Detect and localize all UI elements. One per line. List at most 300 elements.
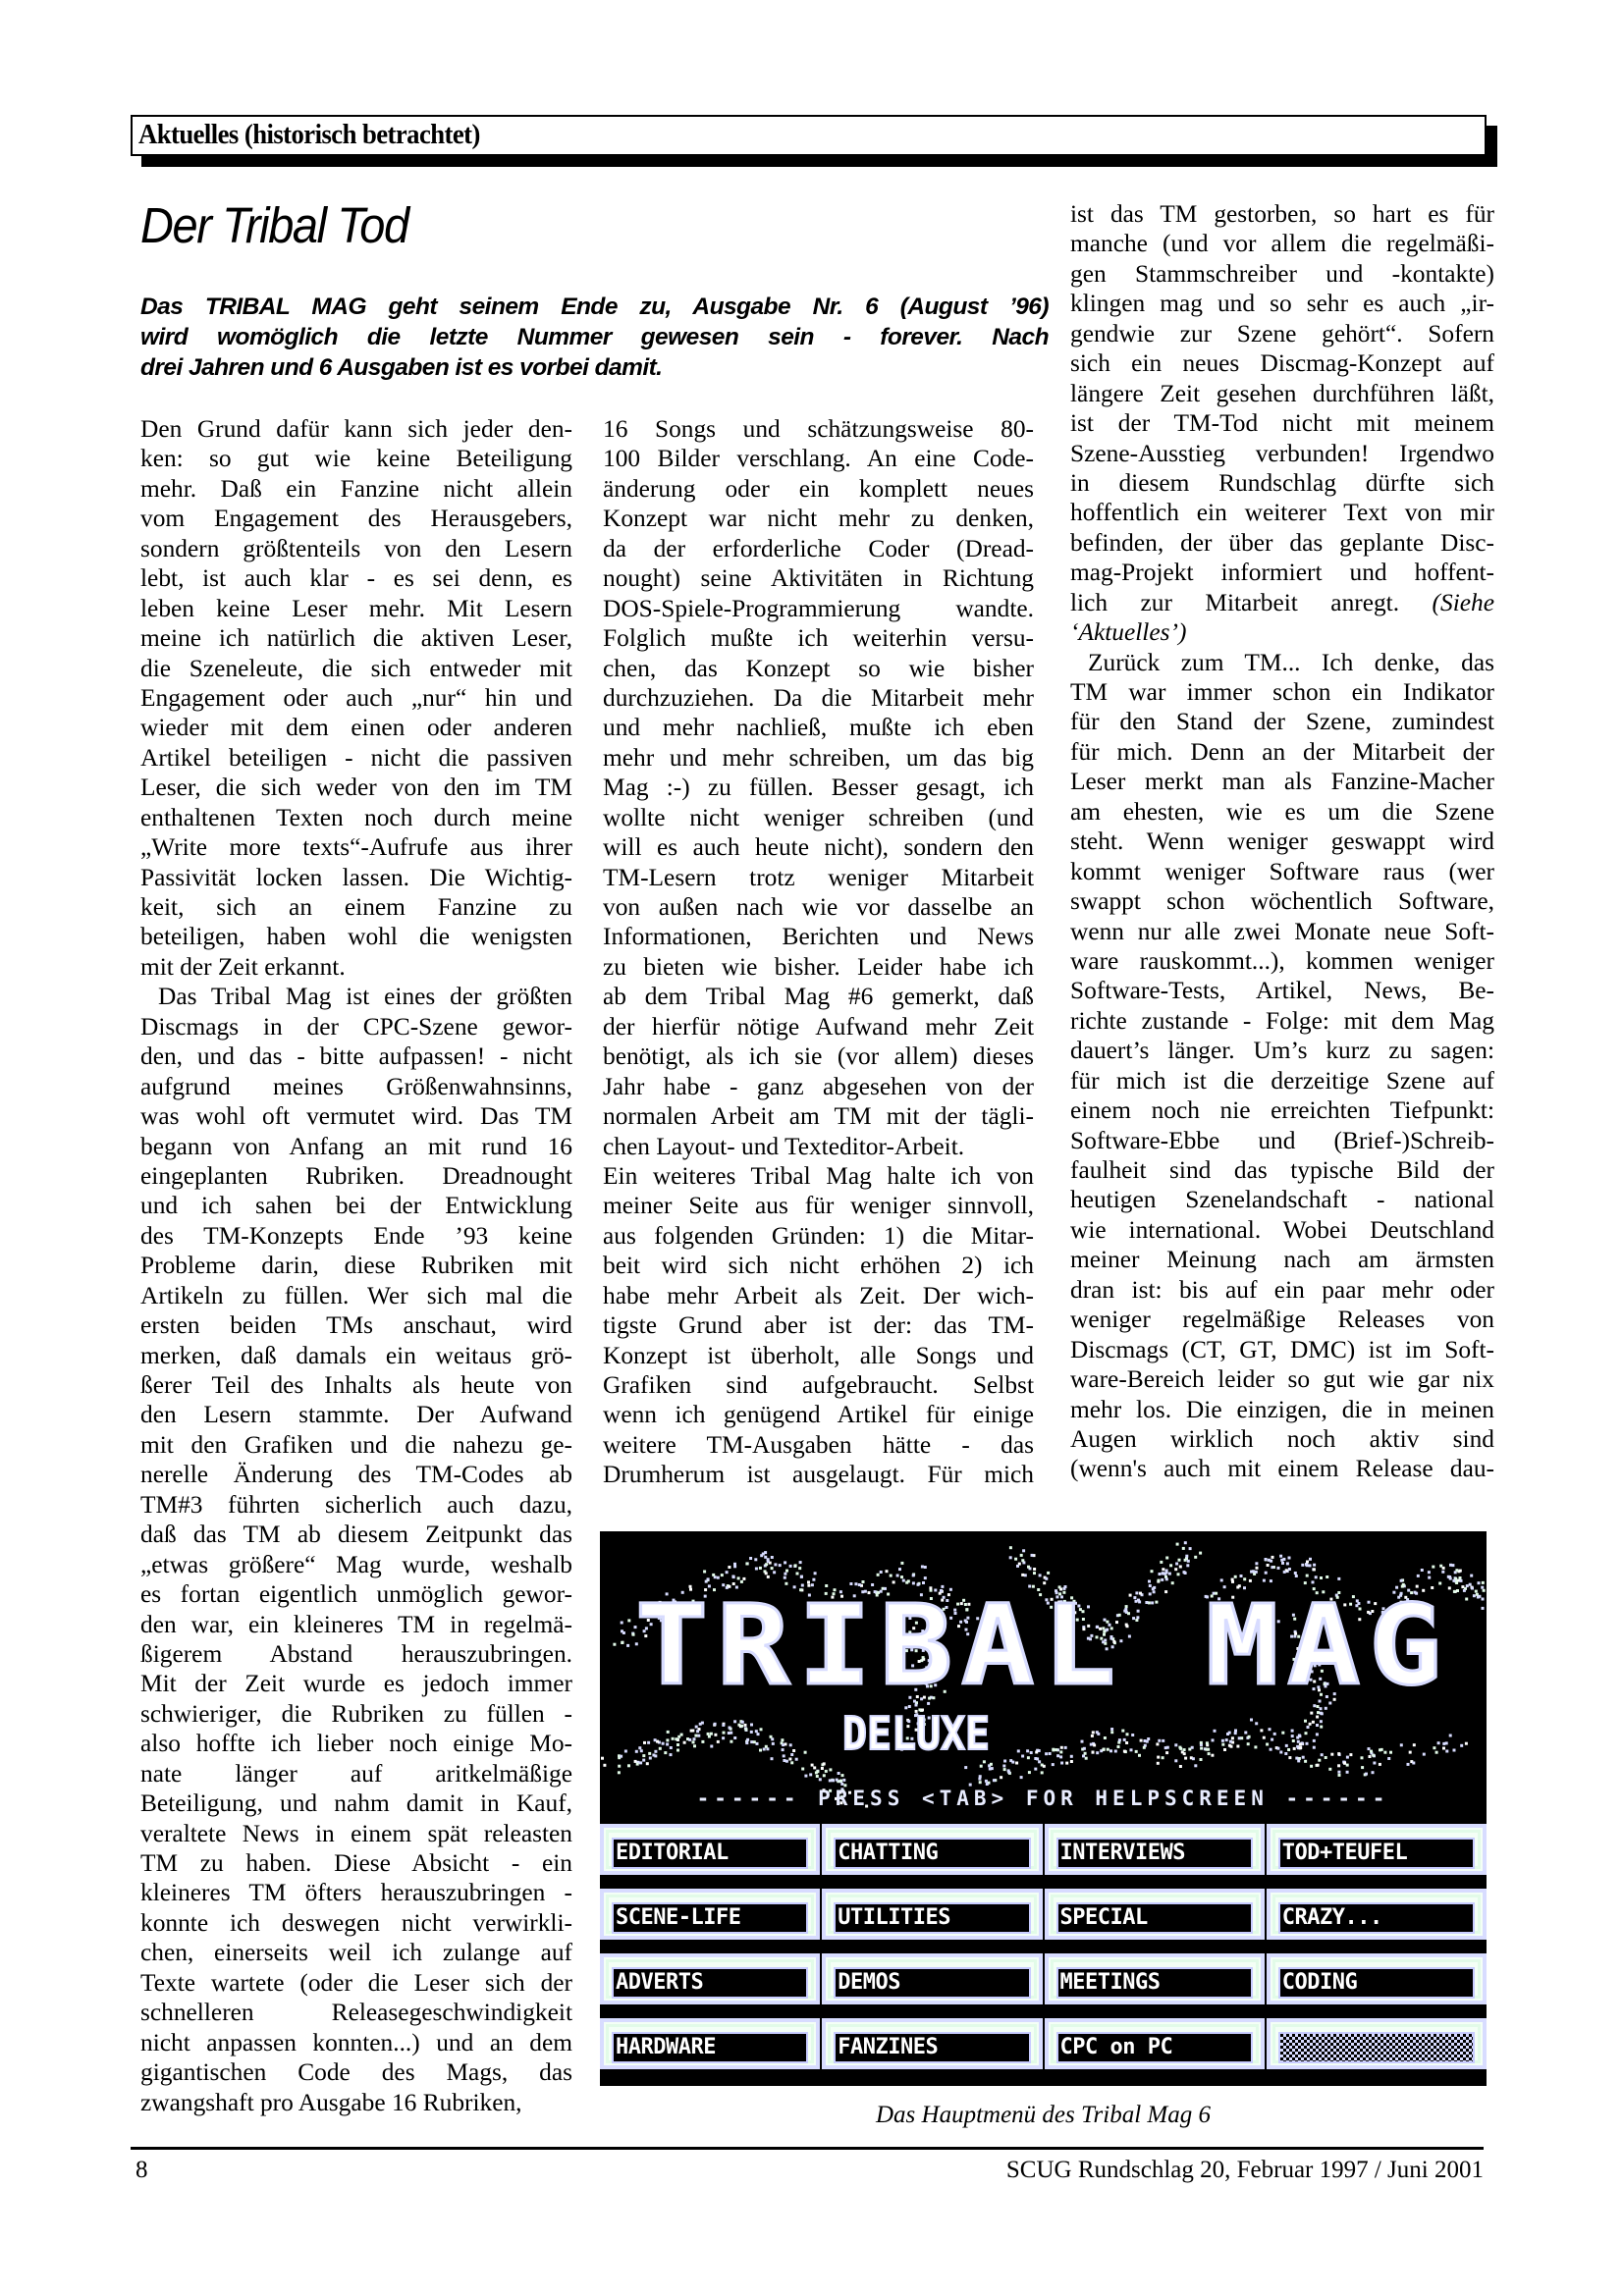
spark-pixel [1413,1743,1416,1746]
spark-pixel [638,1746,641,1749]
spark-pixel [980,1765,983,1768]
spark-pixel [1070,1760,1073,1763]
text-line: vom Engagement des Herausgebers, [140,505,572,533]
text-line: swappt schon wöchentlich Software, [1070,887,1494,916]
spark-pixel [740,1725,743,1728]
spark-pixel [754,1558,757,1561]
spark-pixel [733,1720,736,1723]
spark-pixel [1315,1575,1318,1578]
spark-pixel [1060,1762,1063,1765]
spark-pixel [1192,1757,1195,1760]
spark-pixel [1244,1732,1247,1735]
spark-pixel [1423,1753,1426,1756]
menu-item-label: INTERVIEWS [1056,1838,1253,1869]
spark-pixel [1304,1720,1307,1723]
text-line: ßigerem Abstand herauszubringen. [140,1639,572,1668]
spark-pixel [1482,1598,1485,1601]
spark-pixel [1021,1755,1024,1758]
text-line: die Szeneleute, die sich entweder mit [140,654,572,682]
text-line: für den Stand der Szene, zumindest [1070,708,1494,736]
spark-pixel [1271,1566,1273,1569]
lead-line: wird womöglich die letzte Nummer gewesen sein - forever. Nach [140,324,1049,350]
spark-pixel [1021,1559,1024,1562]
spark-pixel [1295,1757,1298,1760]
spark-pixel [1271,1556,1274,1559]
spark-pixel [1183,1752,1186,1755]
text-line: mehr los. Die einzigen, die in meinen [1070,1395,1494,1423]
logo-text: TRIBAL MAG [635,1582,1450,1710]
spark-pixel [1041,1771,1044,1774]
spark-pixel [812,1578,815,1581]
spark-pixel [1279,1751,1282,1754]
spark-pixel [1228,1732,1231,1735]
spark-pixel [1117,1745,1120,1748]
menu-item-meetings [1045,1953,1265,2004]
text-line: konnte ich deswegen nicht verwirkli- [140,1908,572,1937]
spark-pixel [819,1778,822,1781]
text-line: aus folgenden Gründen: 1) die Mitar- [603,1221,1034,1250]
main-menu-grid [600,1816,1487,2081]
menu-item-coding [1267,1953,1487,2004]
spark-pixel [990,1763,993,1766]
spark-pixel [1183,1571,1186,1574]
spark-pixel [1346,1771,1349,1774]
text-line: Artikel beteiligen - nicht die passiven [140,743,572,772]
spark-pixel [1268,1559,1271,1562]
spark-pixel [1288,1568,1291,1571]
spark-pixel [1168,1573,1171,1575]
spark-pixel [1270,1748,1272,1751]
text-line: ware-Bereich leider so gut wie gar nix [1070,1365,1494,1394]
spark-pixel [1016,1565,1019,1568]
spark-pixel [639,1761,642,1764]
spark-pixel [675,1737,677,1740]
spark-pixel [1189,1547,1192,1550]
spark-pixel [744,1724,747,1727]
spark-pixel [1045,1752,1048,1755]
spark-pixel [1178,1559,1181,1562]
spark-pixel [659,1747,662,1750]
spark-pixel [765,1563,768,1566]
spark-pixel [921,1566,924,1569]
spark-pixel [1442,1747,1445,1750]
spark-pixel [1306,1561,1309,1564]
text-line: Passivität locken lassen. Die Wichtig- [140,863,572,891]
spark-pixel [1183,1748,1186,1751]
spark-pixel [1240,1575,1243,1577]
spark-pixel [762,1553,765,1556]
spark-pixel [782,1743,784,1746]
spark-pixel [886,1570,889,1573]
spark-pixel [1157,1762,1160,1765]
text-line: dauert’s länger. Um’s kurz zu sagen: [1070,1037,1494,1065]
spark-pixel [1184,1541,1187,1544]
text-line: beteiligen, haben wohl die wenigsten [140,923,572,951]
spark-pixel [1255,1722,1258,1725]
menu-item-label: MEETINGS [1056,1967,1253,1999]
lead-line: Das TRIBAL MAG geht seinem Ende zu, Ausgabe Nr. 6 (August ’96) [140,294,1049,320]
spark-pixel [1442,1742,1445,1745]
spark-pixel [1325,1575,1328,1578]
spark-pixel [842,1779,845,1782]
press-tab-prompt: ------ PRESS <TAB> FOR HELPSCREEN ------ [696,1787,1390,1810]
spark-pixel [784,1573,786,1575]
spark-pixel [676,1749,679,1752]
spark-pixel [1297,1759,1300,1762]
spark-pixel [765,1572,768,1575]
spark-pixel [1024,1574,1027,1576]
spark-pixel [1337,1752,1340,1755]
spark-pixel [1292,1739,1295,1742]
spark-pixel [1064,1746,1067,1749]
spark-pixel [703,1571,706,1574]
spark-pixel [1179,1765,1182,1768]
spark-pixel [635,1750,638,1753]
spark-pixel [825,1770,828,1773]
spark-pixel [1194,1764,1197,1767]
spark-pixel [1461,1585,1464,1588]
spark-pixel [737,1576,740,1579]
spark-pixel [1281,1562,1284,1565]
spark-pixel [1003,1760,1006,1763]
text-line: TM#3 führten sicherlich auch dazu, [140,1490,572,1519]
spark-pixel [1184,1757,1187,1760]
spark-pixel [1221,1743,1224,1746]
spark-pixel [1470,1575,1473,1577]
spark-pixel [1091,1735,1094,1737]
text-line: aufgrund meines Größenwahnsinns, [140,1072,572,1100]
spark-pixel [1299,1746,1302,1749]
spark-pixel [1243,1577,1246,1580]
spark-pixel [1165,1577,1168,1580]
spark-pixel [1059,1755,1062,1758]
checker-pattern [1278,2032,1475,2063]
text-line: chen, das Konzept so wie bisher [603,654,1034,682]
spark-pixel [722,1736,725,1739]
spark-pixel [1135,1750,1138,1753]
spark-pixel [811,1764,814,1767]
spark-pixel [742,1577,745,1580]
spark-pixel [1269,1728,1271,1731]
spark-pixel [1033,1568,1036,1571]
text-line: wenn ich genügend Artikel für einige [603,1401,1034,1429]
menu-item-cpc-on-pc [1045,2018,1265,2069]
spark-pixel [924,1576,927,1579]
spark-pixel [1009,1546,1012,1549]
spark-pixel [1194,1556,1197,1559]
spark-pixel [1231,1736,1234,1739]
text-line: nought) seine Aktivitäten in Richtung [603,564,1034,593]
text-line: Jahr habe - ganz abgesehen von der [603,1072,1034,1100]
spark-pixel [1266,1743,1269,1746]
menu-item-utilities [822,1889,1042,1940]
menu-item-chatting [822,1824,1042,1875]
spark-pixel [1140,1739,1143,1742]
spark-pixel [841,1774,844,1777]
spark-pixel [898,1568,901,1571]
spark-pixel [774,1563,777,1566]
text-line: mehr. Daß ein Fanzine nicht allein [140,474,572,503]
spark-pixel [1014,1558,1017,1561]
spark-pixel [804,1775,807,1778]
menu-item-label: FANZINES [834,2032,1030,2063]
spark-pixel [726,1571,729,1574]
menu-item-label: CRAZY... [1278,1902,1475,1934]
text-line: TM war immer schon ein Indikator [1070,678,1494,706]
spark-pixel [1138,1754,1141,1757]
page-number: 8 [135,2157,148,2183]
text-line: und ich sahen bei der Entwicklung [140,1192,572,1220]
spark-pixel [759,1749,762,1752]
spark-pixel [1294,1572,1297,1575]
spark-pixel [1309,1564,1312,1567]
spark-pixel [1337,1764,1340,1767]
spark-pixel [792,1749,795,1752]
spark-pixel [1085,1757,1088,1760]
spark-pixel [1460,1579,1463,1582]
text-line: sondern größtenteils von den Lesern [140,534,572,562]
spark-pixel [1200,1747,1203,1750]
spark-pixel [640,1749,643,1752]
spark-pixel [829,1779,832,1782]
spark-pixel [1114,1750,1117,1753]
spark-pixel [1373,1762,1376,1765]
spark-pixel [1228,1744,1231,1747]
spark-pixel [1107,1748,1109,1751]
text-line: der hierfür nötige Aufwand mehr Zeit [603,1012,1034,1041]
text-line: eingeplanten Rubriken. Dreadnought [140,1161,572,1190]
text-line: nerelle Änderung des TM-Codes ab [140,1461,572,1489]
spark-pixel [760,1728,763,1731]
spark-pixel [1231,1578,1234,1581]
text-line: Artikeln zu füllen. Wer sich mal die [140,1281,572,1309]
spark-pixel [634,1760,637,1763]
spark-pixel [1255,1562,1258,1565]
text-line: kommt weniger Software raus (wer [1070,857,1494,885]
spark-pixel [1466,1584,1469,1587]
spark-pixel [1028,1771,1031,1774]
spark-pixel [795,1758,798,1761]
spark-pixel [1441,1571,1444,1574]
spark-pixel [1482,1607,1485,1610]
spark-pixel [642,1754,645,1757]
spark-pixel [1200,1758,1203,1761]
spark-pixel [794,1564,797,1567]
spark-pixel [714,1734,717,1736]
spark-pixel [1299,1743,1302,1746]
spark-pixel [1055,1748,1057,1751]
spark-pixel [750,1724,753,1727]
spark-pixel [1346,1756,1349,1759]
publication-info: SCUG Rundschlag 20, Februar 1997 / Juni 2001 [1005,2157,1484,2183]
spark-pixel [1160,1561,1163,1564]
text-line: heutigen Szenelandschaft - national [1070,1186,1494,1214]
spark-pixel [603,1764,606,1767]
menu-item-label: ADVERTS [612,1967,808,1999]
spark-pixel [732,1575,735,1578]
spark-pixel [1465,1598,1468,1601]
text-line: steht. Wenn weniger geswappt wird [1070,828,1494,856]
text-line: ware rauskommt...), kommen weniger [1070,946,1494,975]
tribal-mag-screenshot [600,1531,1487,2086]
lead-line: drei Jahren und 6 Ausgaben ist es vorbei damit. [140,354,663,381]
spark-pixel [1162,1756,1164,1759]
spark-pixel [1169,1564,1172,1567]
spark-pixel [683,1741,686,1744]
menu-item-hardware [600,2018,820,2069]
spark-pixel [771,1757,774,1760]
spark-pixel [924,1566,927,1569]
spark-pixel [670,1753,673,1756]
spark-pixel [1263,1736,1266,1739]
spark-pixel [1313,1746,1316,1749]
text-line: ab dem Tribal Mag #6 gemerkt, daß [603,983,1034,1011]
spark-pixel [1321,1712,1324,1715]
logo-subtext: DELUXE [842,1707,990,1760]
spark-pixel [1229,1740,1232,1743]
text-column-3 [1070,199,1494,1484]
spark-pixel [900,1562,903,1565]
spark-pixel [1035,1751,1038,1754]
spark-pixel [647,1741,650,1744]
text-line: veraltete News in einem spät releasten [140,1819,572,1847]
spark-pixel [1175,1563,1178,1566]
spark-pixel [1214,1730,1217,1733]
spark-pixel [829,1768,832,1771]
spark-pixel [1437,1741,1440,1744]
text-line: zu bieten wie bisher. Leider habe ich [603,952,1034,981]
spark-pixel [728,1566,730,1569]
text-line: ken: so gut wie keine Beteiligung [140,445,572,473]
spark-pixel [1125,1741,1128,1744]
spark-pixel [1199,1552,1202,1555]
spark-pixel [1110,1731,1113,1734]
text-line: ßerer Teil des Inhalts als heute von [140,1371,572,1399]
menu-item-empty [1267,2018,1487,2069]
spark-pixel [1368,1747,1371,1750]
text-line: richte zustande - Folge: mit dem Mag [1070,1006,1494,1035]
spark-pixel [789,1743,792,1746]
spark-pixel [764,1556,767,1559]
spark-pixel [1287,1748,1290,1751]
spark-pixel [771,1567,774,1570]
spark-pixel [1176,1543,1179,1546]
spark-pixel [741,1721,744,1724]
text-line: für mich. Denn an der Mitarbeit der [1070,737,1494,766]
spark-pixel [1265,1572,1268,1575]
spark-pixel [838,1772,840,1775]
spark-pixel [1295,1575,1298,1577]
text-line: längere Zeit gesehen durchführen läßt, [1070,379,1494,407]
spark-pixel [676,1743,679,1746]
spark-pixel [1306,1575,1309,1577]
spark-pixel [646,1762,649,1765]
spark-pixel [814,1572,817,1575]
spark-pixel [1254,1745,1257,1748]
text-line: hoffentlich ein weiterer Text von mir [1070,499,1494,527]
spark-pixel [1313,1564,1316,1567]
spark-pixel [652,1754,655,1757]
spark-pixel [1256,1567,1259,1570]
text-line: meiner Meinung nach am ärmsten [1070,1246,1494,1274]
spark-pixel [1459,1570,1462,1573]
text-line: nicht anpassen konnten...) und an dem [140,2028,572,2056]
spark-pixel [1451,1564,1454,1567]
spark-pixel [1318,1759,1321,1762]
spark-pixel [1460,1744,1463,1747]
spark-pixel [667,1731,670,1734]
cross-reference: (Siehe [1432,588,1494,616]
spark-pixel [1452,1579,1455,1582]
spark-pixel [880,1571,883,1574]
spark-pixel [666,1743,669,1746]
text-line: einem noch nie erreichten Tiefpunkt: [1070,1096,1494,1125]
spark-pixel [1316,1733,1319,1735]
spark-pixel [765,1745,768,1748]
text-line: gigantischen Code des Mags, das [140,2058,572,2087]
spark-pixel [1465,1742,1468,1745]
cross-reference: ‘Aktuelles’) [1070,618,1187,647]
spark-pixel [1165,1557,1168,1560]
spark-pixel [1211,1754,1214,1757]
text-line: Discmags (CT, GT, DMC) ist im Soft- [1070,1335,1494,1363]
text-line: Mag :-) zu füllen. Besser gesagt, ich [603,774,1034,802]
spark-pixel [712,1574,715,1576]
spark-pixel [1034,1768,1037,1771]
text-line: tigste Grund aber ist der: das TM- [603,1311,1034,1340]
spark-pixel [1096,1731,1099,1734]
spark-pixel [1250,1719,1253,1722]
text-line: wie international. Wobei Deutschland [1070,1215,1494,1244]
spark-pixel [989,1768,992,1771]
spark-pixel [1387,1757,1390,1760]
text-line: Drumherum ist ausgelaugt. Für mich [603,1461,1034,1489]
spark-pixel [1007,1771,1010,1774]
spark-pixel [985,1780,988,1783]
spark-pixel [1052,1748,1055,1751]
spark-pixel [1455,1569,1458,1572]
menu-item-scene-life [600,1889,820,1940]
menu-item-fanzines [822,2018,1042,2069]
spark-pixel [1338,1774,1341,1777]
spark-pixel [1000,1776,1002,1779]
spark-pixel [1182,1547,1185,1550]
spark-pixel [1147,1737,1150,1740]
text-line: schwieriger, die Rubriken zu füllen - [140,1699,572,1728]
spark-pixel [799,1561,802,1564]
spark-pixel [697,1735,700,1737]
spark-pixel [1084,1752,1087,1755]
spark-pixel [1288,1756,1291,1759]
spark-pixel [964,1766,967,1769]
spark-pixel [1297,1740,1300,1743]
spark-pixel [781,1738,784,1741]
text-line: (wenn's auch mit einem Release dau- [1070,1455,1494,1483]
spark-pixel [773,1571,776,1574]
spark-pixel [1291,1730,1294,1733]
text-line: schnelleren Releasegeschwindigkeit [140,1999,572,2027]
text-line: Ein weiteres Tribal Mag halte ich von [603,1161,1034,1190]
spark-pixel [1304,1760,1307,1763]
spark-pixel [722,1724,725,1727]
spark-pixel [1212,1738,1215,1741]
spark-pixel [1179,1566,1182,1569]
text-line: chen, einerseits weil ich zulange auf [140,1939,572,1967]
spark-pixel [1453,1590,1456,1593]
text-line [1070,588,1494,617]
text-line: was wohl oft vermutet wird. Das TM [140,1102,572,1131]
spark-pixel [707,1733,710,1735]
